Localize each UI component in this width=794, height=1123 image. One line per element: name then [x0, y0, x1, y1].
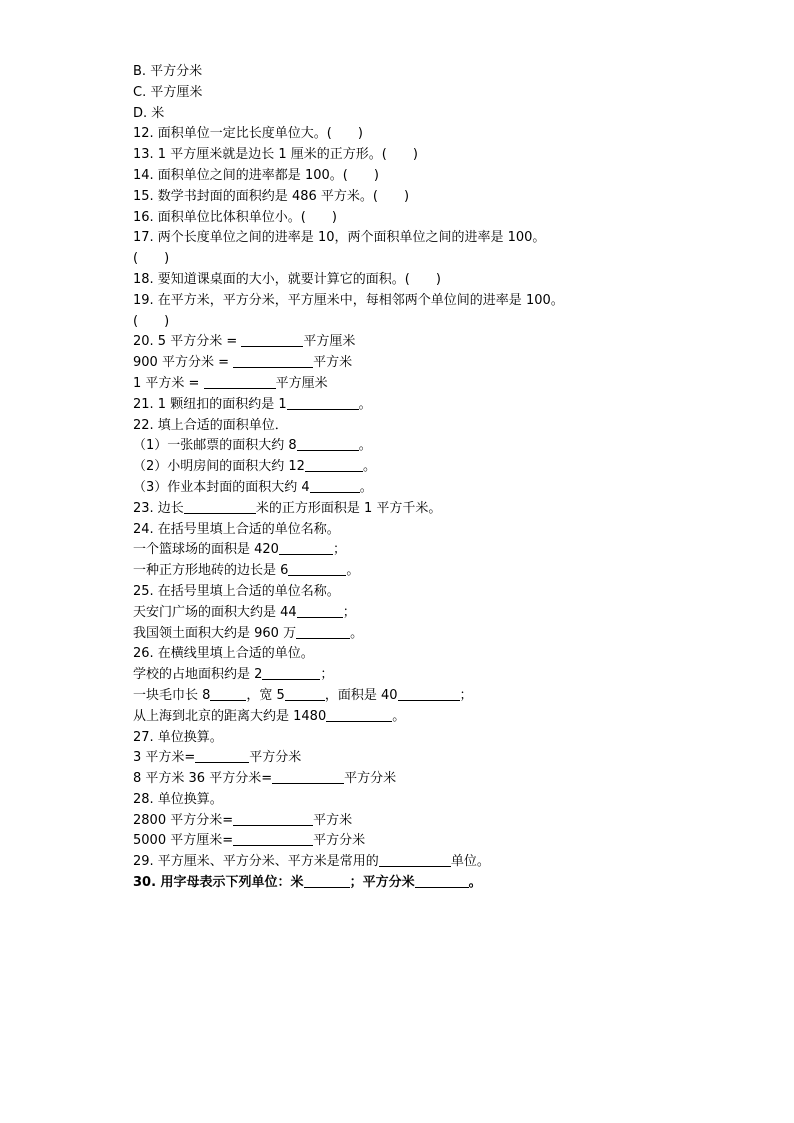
text: 。 [358, 396, 372, 412]
question-26-b [133, 686, 693, 707]
answer-blank[interactable] [296, 624, 350, 639]
question-24: 24. 在括号里填上合适的单位名称。 [133, 521, 340, 537]
answer-blank[interactable] [304, 873, 350, 888]
question-29 [133, 852, 693, 873]
answer-blank[interactable] [195, 748, 249, 763]
answer-blank[interactable] [279, 540, 333, 555]
text: 学校的占地面积约是 2 [133, 667, 263, 683]
question-25-b [133, 624, 693, 645]
text: 一个篮球场的面积是 420 [133, 542, 279, 558]
answer-blank[interactable] [210, 686, 246, 701]
question-19-answer: ( ) [133, 313, 170, 329]
text: 单位。 [450, 854, 490, 870]
text: 3 平方米= [133, 750, 196, 766]
text: 。 [346, 563, 360, 579]
text: 1 平方米 = [133, 375, 204, 391]
text: （2）小明房间的面积大约 12 [133, 459, 305, 475]
option-d: D. 米 [133, 105, 165, 121]
question-20-c [133, 374, 693, 395]
answer-blank[interactable] [233, 811, 313, 826]
question-26-c [133, 707, 693, 728]
answer-blank[interactable] [310, 478, 360, 493]
question-24-a [133, 540, 693, 561]
answer-blank[interactable] [287, 395, 359, 410]
answer-blank[interactable] [262, 665, 320, 680]
text: ；平方分米 [349, 875, 415, 891]
question-26: 26. 在横线里填上合适的单位。 [133, 646, 314, 662]
question-23 [133, 499, 693, 520]
answer-blank[interactable] [305, 457, 363, 472]
question-25: 25. 在括号里填上合适的单位名称。 [133, 583, 340, 599]
question-13: 13. 1 平方厘米就是边长 1 厘米的正方形。( ) [133, 147, 418, 163]
text: 。 [362, 459, 376, 475]
answer-blank[interactable] [233, 353, 313, 368]
text: ； [342, 604, 356, 620]
text: 从上海到北京的距离大约是 1480 [133, 708, 327, 724]
text: 2800 平方分米= [133, 812, 234, 828]
question-21 [133, 395, 693, 416]
text: 8 平方米 36 平方分米= [133, 771, 273, 787]
text: ，宽 5 [246, 687, 285, 703]
option-c: C. 平方厘米 [133, 84, 203, 100]
text: 。 [468, 875, 482, 891]
text: 20. 5 平方分米 = [133, 334, 242, 350]
text: 。 [350, 625, 364, 641]
text: 平方分米 [249, 750, 302, 766]
answer-blank[interactable] [184, 499, 256, 514]
option-b: B. 平方分米 [133, 64, 203, 79]
text: ； [459, 687, 473, 703]
question-22-2 [133, 457, 693, 478]
answer-blank[interactable] [415, 873, 469, 888]
question-28: 28. 单位换算。 [133, 791, 223, 807]
text: 30. 用字母表示下列单位：米 [133, 875, 304, 891]
question-17: 17. 两个长度单位之间的进率是 10，两个面积单位之间的进率是 100。 [133, 230, 546, 246]
question-24-b [133, 561, 693, 582]
question-22-1 [133, 436, 693, 457]
text: 一块毛巾长 8 [133, 687, 211, 703]
text: ，面积是 40 [324, 687, 398, 703]
text: （1）一张邮票的面积大约 8 [133, 438, 297, 454]
text: 平方米 [313, 355, 353, 371]
answer-blank[interactable] [272, 769, 344, 784]
question-14: 14. 面积单位之间的进率都是 100。( ) [133, 167, 379, 183]
question-28-b [133, 831, 693, 852]
question-22-3 [133, 478, 693, 499]
answer-blank[interactable] [241, 332, 303, 347]
question-26-a [133, 665, 693, 686]
question-20-b [133, 353, 693, 374]
answer-blank[interactable] [297, 436, 359, 451]
question-25-a [133, 603, 693, 624]
text: ； [320, 667, 334, 683]
answer-blank[interactable] [288, 561, 346, 576]
question-27-b [133, 769, 693, 790]
answer-blank[interactable] [326, 707, 392, 722]
answer-blank[interactable] [204, 374, 276, 389]
question-27-a [133, 748, 693, 769]
text: 平方厘米 [275, 375, 328, 391]
text: 。 [359, 479, 373, 495]
answer-blank[interactable] [398, 686, 460, 701]
text: 5000 平方厘米= [133, 833, 234, 849]
text: 平方分米 [313, 833, 366, 849]
text: 一种正方形地砖的边长是 6 [133, 563, 289, 579]
text: 我国领土面积大约是 960 万 [133, 625, 297, 641]
question-15: 15. 数学书封面的面积约是 486 平方米。( ) [133, 188, 410, 204]
text: 平方厘米 [303, 334, 356, 350]
worksheet [133, 62, 693, 894]
text: ； [332, 542, 346, 558]
question-17-answer: ( ) [133, 251, 170, 267]
text: 。 [358, 438, 372, 454]
text: 米的正方形面积是 1 平方千米。 [255, 500, 442, 516]
answer-blank[interactable] [285, 686, 325, 701]
question-22: 22. 填上合适的面积单位． [133, 417, 288, 433]
question-30 [133, 873, 693, 894]
question-19: 19. 在平方米，平方分米，平方厘米中，每相邻两个单位间的进率是 100。 [133, 292, 564, 308]
answer-blank[interactable] [379, 852, 451, 867]
text: 21. 1 颗纽扣的面积约是 1 [133, 396, 287, 412]
text: 平方米 [313, 812, 353, 828]
question-20-a [133, 332, 693, 353]
question-28-a [133, 811, 693, 832]
question-12: 12. 面积单位一定比长度单位大。( ) [133, 126, 363, 142]
answer-blank[interactable] [233, 831, 313, 846]
text: 900 平方分米 = [133, 355, 234, 371]
text: 。 [392, 708, 406, 724]
question-16: 16. 面积单位比体积单位小。( ) [133, 209, 337, 225]
question-27: 27. 单位换算。 [133, 729, 223, 745]
text: 23. 边长 [133, 500, 184, 516]
text: 平方分米 [344, 771, 397, 787]
text: 天安门广场的面积大约是 44 [133, 604, 297, 620]
question-18: 18. 要知道课桌面的大小，就要计算它的面积。( ) [133, 271, 441, 287]
text: （3）作业本封面的面积大约 4 [133, 479, 310, 495]
answer-blank[interactable] [297, 603, 343, 618]
text: 29. 平方厘米、平方分米、平方米是常用的 [133, 854, 379, 870]
